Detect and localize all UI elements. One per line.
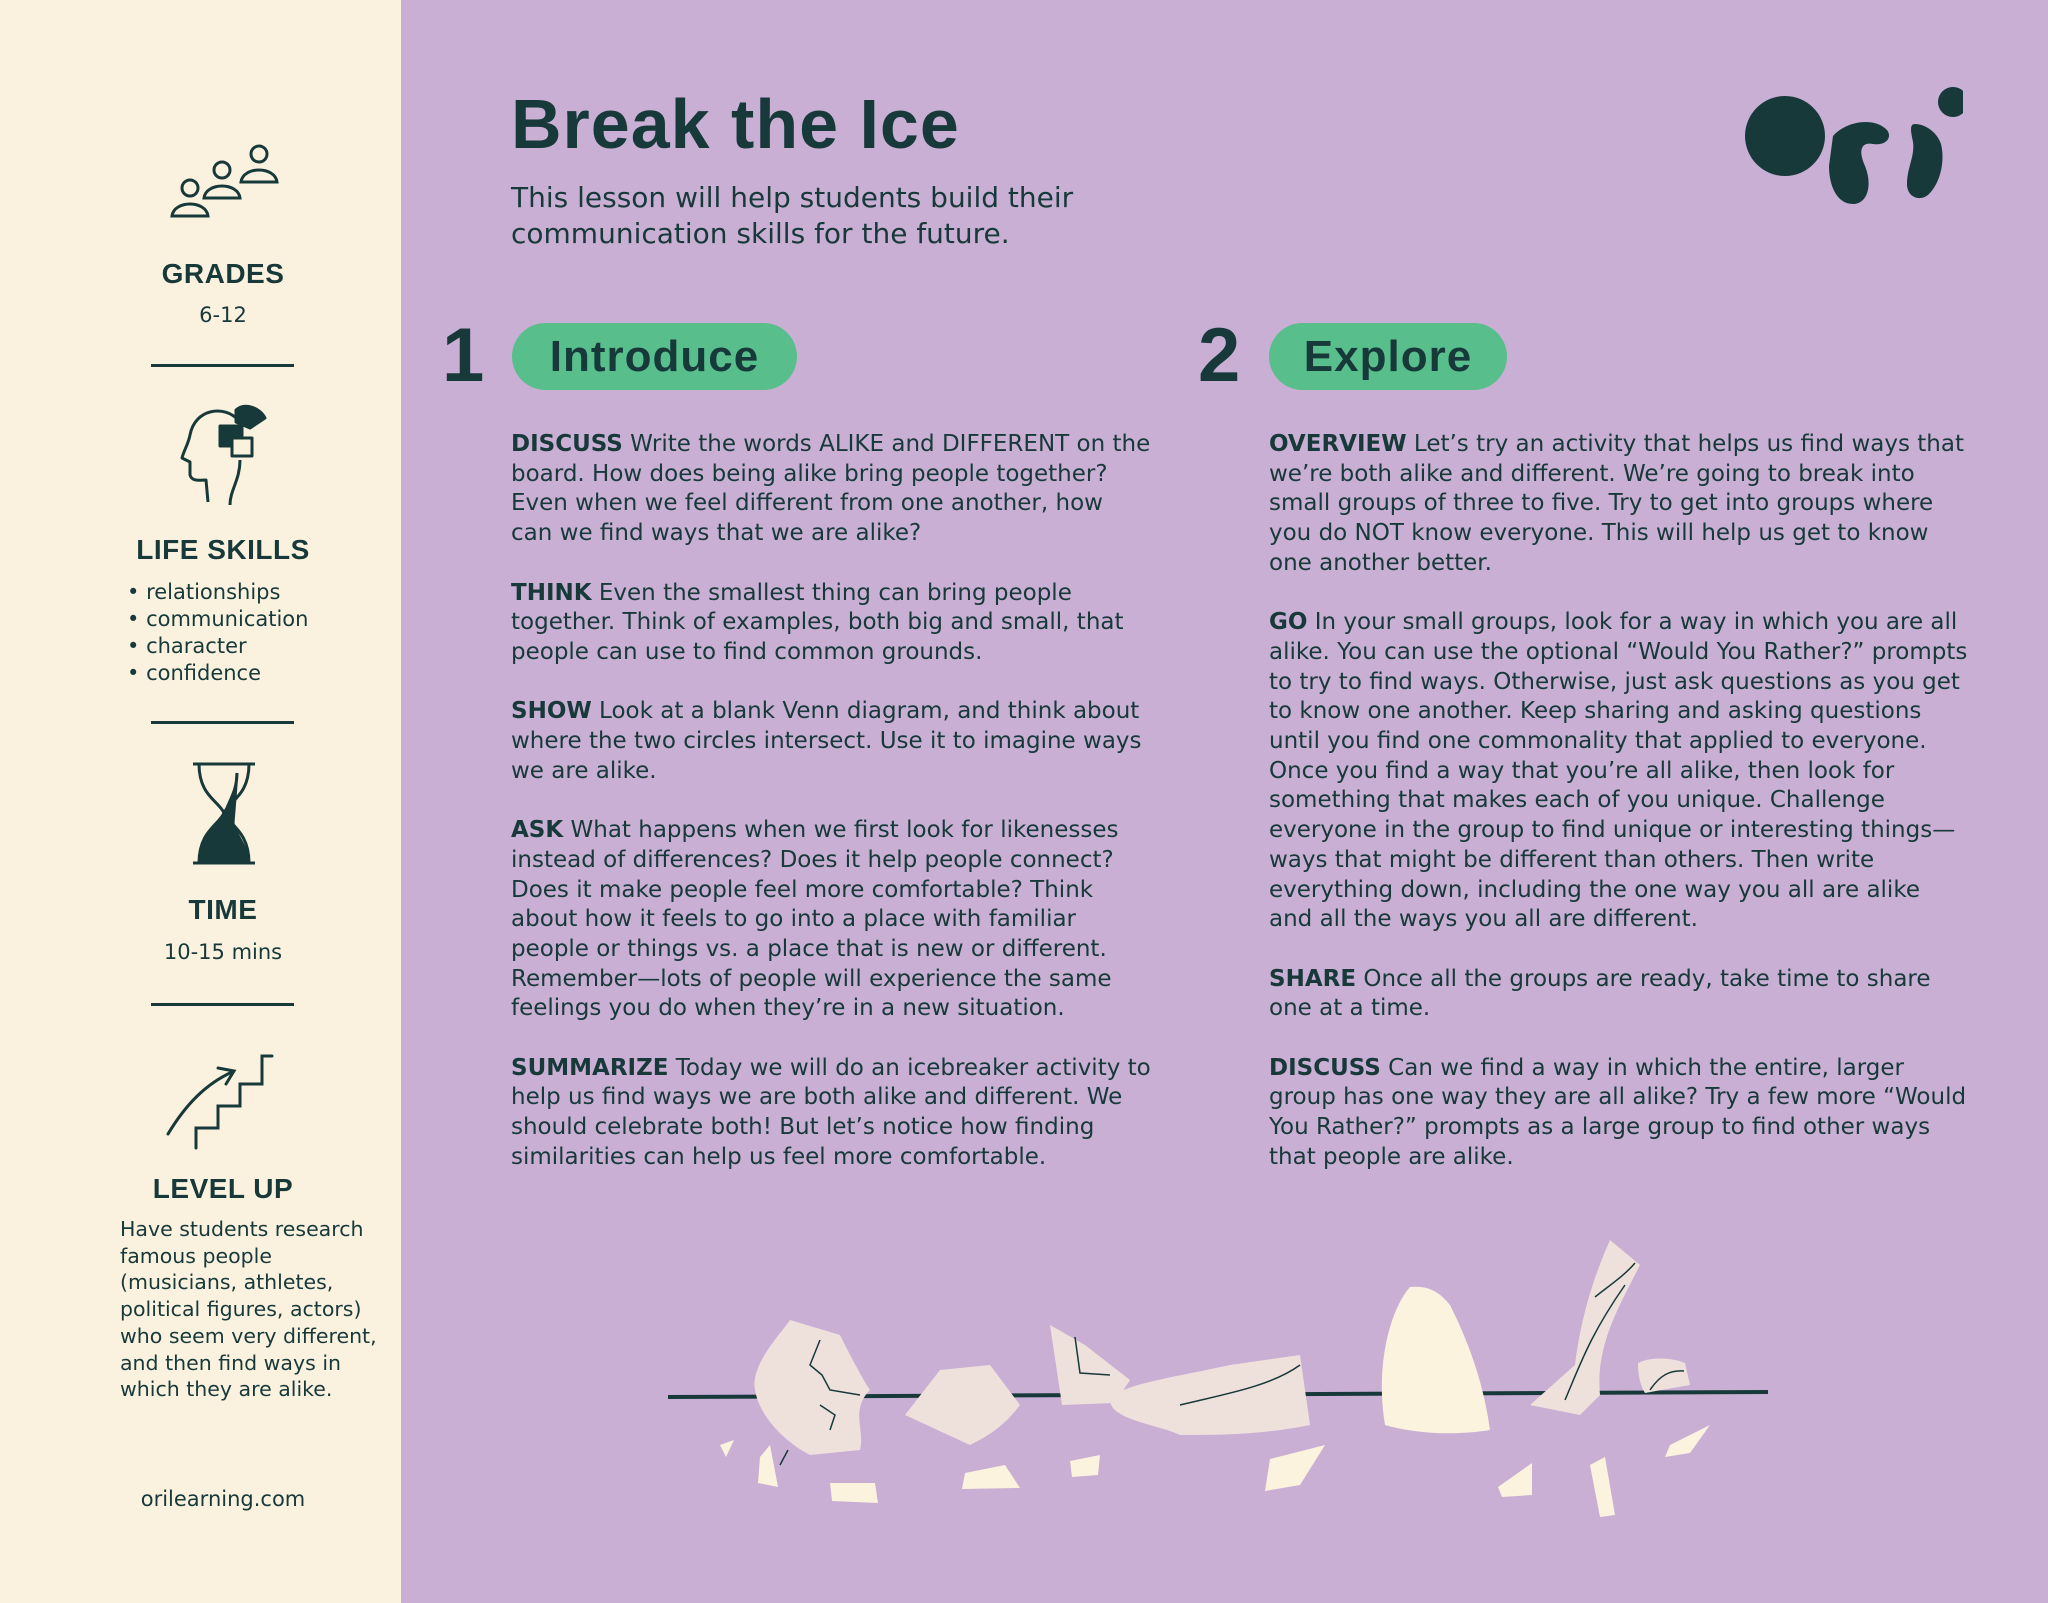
paragraph: GO In your small groups, look for a way in which you are all alike. You can use the optional “Would You Rather?” prompts to try to find ways. Otherwise, just ask questions as you get to know one another. Keep sharing and asking questions until you find one commonality that applied to everyone. Once you find a way that you’re all alike, then look for something that makes each of you unique. Challenge everyone in the group to find unique or interesting things—ways that might be different than others. Then write everything down, including the one way you all are alike and all the ways you all are different. (1269, 609, 1968, 933)
time-label: TIME (188, 894, 258, 925)
divider (151, 364, 294, 367)
divider (151, 721, 294, 724)
paragraph: OVERVIEW Let’s try an activity that helps us find ways that we’re both alike and different. We’re going to break into small groups of three to five. Try to get into groups where you do NOT know everyone. This will help us get to know one another better. (1269, 431, 1964, 576)
skill-item: • character (127, 633, 308, 660)
head-puzzle-icon (180, 400, 270, 510)
paragraph: DISCUSS Write the words ALIKE and DIFFERENT on the board. How does being alike bring people together? Even when we feel different from one another, how can we find ways that we are alike? (511, 431, 1151, 547)
skill-item: • relationships (127, 579, 308, 606)
explore-column (1269, 430, 1969, 1202)
section-pill-introduce: Introduce (512, 323, 797, 390)
section-pill-explore: Explore (1269, 323, 1507, 390)
paragraph: SUMMARIZE Today we will do an icebreaker activity to help us find ways we are both alike and different. We should celebrate both! But let’s notice how finding similarities can help us feel more comfortable. (511, 1054, 1151, 1170)
ori-logo (1745, 86, 1963, 240)
step-number: 2 (1198, 313, 1241, 398)
grades-value: 6-12 (199, 303, 247, 327)
stairs-arrow-icon (166, 1054, 274, 1150)
people-group-icon (166, 140, 281, 225)
step-number: 1 (442, 313, 485, 398)
introduce-column (511, 430, 1151, 1202)
page-title: Break the Ice (511, 85, 960, 163)
sidebar (0, 0, 401, 1603)
skill-item: • communication (127, 606, 308, 633)
page-subtitle: This lesson will help students build their communication skills for the future. (511, 181, 1074, 250)
broken-ice-illustration (660, 1225, 1780, 1535)
website-link[interactable]: orilearning.com (140, 1487, 306, 1511)
skill-item: • confidence (127, 660, 308, 687)
grades-label: GRADES (161, 258, 285, 289)
level-up-label: LEVEL UP (152, 1173, 294, 1204)
time-value: 10-15 mins (163, 940, 283, 964)
level-up-text: Have students research famous people (musicians, athletes, political figures, actors) who seem very different, and then find ways in which they are alike. (120, 1217, 377, 1402)
paragraph: THINK Even the smallest thing can bring people together. Think of examples, both big and small, that people can use to find common grounds. (511, 579, 1124, 665)
paragraph: SHOW Look at a blank Venn diagram, and think about where the two circles intersect. Use it to imagine ways we are alike. (511, 698, 1142, 784)
paragraph: DISCUSS Can we find a way in which the entire, larger group has one way they are all alike? Try a few more “Would You Rather?” prompts as a large group to find other ways that people are alike. (1269, 1054, 1967, 1170)
paragraph: SHARE Once all the groups are ready, take time to share one at a time. (1269, 965, 1931, 1022)
paragraph: ASK What happens when we first look for likenesses instead of differences? Does it help people connect? Does it make people feel more comfortable? Think about how it feels to go into a place with familiar people or things vs. a place that is new or different. Remember—lots of people will experience the same feelings you do when they’re in a new situation. (511, 817, 1119, 1022)
hourglass-icon (189, 761, 259, 866)
divider (151, 1003, 294, 1006)
life-skills-label: LIFE SKILLS (136, 534, 310, 565)
life-skills-list (127, 579, 308, 687)
